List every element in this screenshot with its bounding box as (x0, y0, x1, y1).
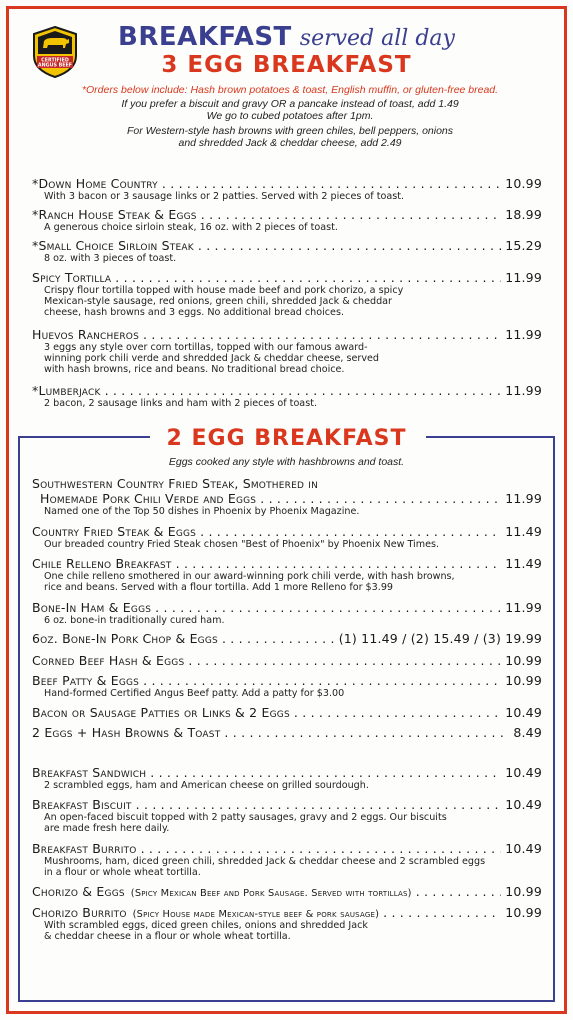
item-description: With scrambled eggs, diced green chiles, onions and shredded Jack (44, 920, 368, 931)
item-price: 10.99 (505, 176, 542, 191)
menu-item (32, 383, 542, 409)
item-price: 10.99 (505, 884, 542, 899)
item-description: in a flour or whole wheat tortilla. (44, 867, 201, 878)
item-price: 10.99 (505, 905, 542, 920)
menu-item (32, 705, 542, 720)
item-price: 18.99 (505, 207, 542, 222)
item-description: 2 scrambled eggs, ham and American cheese on grilled sourdough. (44, 780, 369, 791)
item-description: cheese, hash browns and 3 eggs. No additional bread choices. (44, 307, 344, 318)
item-description: Named one of the Top 50 dishes in Phoenix by Phoenix Magazine. (44, 506, 360, 517)
item-description: 2 bacon, 2 sausage links and ham with 2 pieces of toast. (44, 398, 318, 409)
item-description: are made fresh here daily. (44, 823, 170, 834)
item-name: Chorizo Burrito (32, 905, 127, 920)
item-name: Southwestern Country Fried Steak, Smothered in (32, 476, 319, 491)
item-name: Bacon or Sausage Patties or Links & 2 Eggs (32, 705, 290, 720)
western-note-1: For Western-style hash browns with green chiles, bell peppers, onions (126, 125, 454, 137)
item-name: Chorizo & Eggs (32, 884, 125, 899)
item-description: Hand-formed Certified Angus Beef patty. Add a patty for $3.00 (44, 688, 345, 699)
item-price: 15.29 (505, 238, 542, 253)
item-description: A generous choice sirloin steak, 16 oz. with 2 pieces of toast. (44, 222, 338, 233)
item-description: with hash browns, rice and beans. No traditional bread choice. (44, 364, 345, 375)
item-description: rice and beans. Served with a flour tortilla. Add 1 more Relleno for $3.99 (44, 582, 394, 593)
menu-item (32, 600, 542, 626)
item-name: Country Fried Steak & Eggs (32, 524, 197, 539)
item-name: Breakfast Sandwich (32, 765, 147, 780)
menu-item (32, 270, 542, 318)
menu-item (32, 884, 542, 899)
item-name: Spicy Tortilla (32, 270, 112, 285)
item-price: 10.49 (505, 705, 542, 720)
section-title-2-egg: 2 EGG BREAKFAST (166, 426, 407, 451)
item-description: One chile relleno smothered in our award-winning pork chili verde, with hash browns, (44, 571, 455, 582)
menu-item (32, 207, 542, 233)
menu-item (32, 673, 542, 699)
item-name: *Lumberjack (32, 383, 101, 398)
item-description: 6 oz. bone-in traditionally cured ham. (44, 615, 225, 626)
menu-item (32, 725, 542, 740)
item-price: 11.99 (505, 383, 542, 398)
item-name: Bone-In Ham & Eggs (32, 600, 152, 615)
menu-item (32, 765, 542, 791)
item-description: winning pork chili verde and shredded Jack & cheddar cheese, served (44, 353, 380, 364)
item-description: With 3 bacon or 3 sausage links or 2 patties. Served with 2 pieces of toast. (44, 191, 405, 202)
svg-text:ANGUS BEEF: ANGUS BEEF (37, 63, 73, 69)
menu-item (32, 905, 542, 942)
menu-item (32, 176, 542, 202)
title-served-all-day: served all day (299, 26, 455, 51)
menu-item (32, 238, 542, 264)
item-description: 8 oz. with 3 pieces of toast. (44, 253, 177, 264)
item-name: Huevos Rancheros (32, 327, 140, 342)
item-price: (1) 11.49 / (2) 15.49 / (3) 19.99 (338, 631, 542, 646)
item-description: Mexican-style sausage, red onions, green chili, shredded Jack & cheddar (44, 296, 392, 307)
item-price: 10.49 (505, 765, 542, 780)
item-note: (Spicy House made Mexican-style beef & pork sausage) (132, 909, 380, 920)
item-price: 10.99 (505, 653, 542, 668)
item-price: 11.99 (505, 491, 542, 506)
item-price: 11.99 (505, 327, 542, 342)
potatoes-note: We go to cubed potatoes after 1pm. (206, 110, 374, 122)
item-name: Beef Patty & Eggs (32, 673, 140, 688)
svg-text:CERTIFIED: CERTIFIED (41, 58, 69, 64)
item-name: *Small Choice Sirloin Steak (32, 238, 194, 253)
item-note: (Spicy Mexican Beef and Pork Sausage. Served with tortillas) (130, 888, 412, 899)
menu-item (32, 327, 542, 375)
item-name: Breakfast Biscuit (32, 797, 132, 812)
item-description: Our breaded country Fried Steak chosen "Best of Phoenix" by Phoenix New Times. (44, 539, 440, 550)
item-name: 6oz. Bone-In Pork Chop & Eggs (32, 631, 218, 646)
item-name: Chile Relleno Breakfast (32, 556, 172, 571)
item-name: *Ranch House Steak & Eggs (32, 207, 197, 222)
item-description: & cheddar cheese in a flour or whole wheat tortilla. (44, 931, 291, 942)
menu-item (32, 631, 542, 646)
item-price: 10.99 (505, 673, 542, 688)
page-title (0, 22, 573, 52)
menu-item (32, 797, 542, 834)
item-price: 10.49 (505, 841, 542, 856)
item-description: Crispy flour tortilla topped with house made beef and pork chorizo, a spicy (44, 285, 404, 296)
menu-item (32, 841, 542, 878)
item-price: 11.49 (505, 556, 542, 571)
section-subtitle-2-egg: Eggs cooked any style with hashbrowns and toast. (168, 456, 405, 468)
item-name-continued: Homemade Pork Chili Verde and Eggs (40, 491, 257, 506)
menu-item (32, 653, 542, 668)
item-description: An open-faced biscuit topped with 2 patty sausages, gravy and 2 eggs. Our biscuits (44, 812, 447, 823)
item-name: 2 Eggs + Hash Browns & Toast (32, 725, 221, 740)
section-title-3-egg: 3 EGG BREAKFAST (161, 52, 412, 78)
western-note-2: and shredded Jack & cheddar cheese, add 2.49 (178, 137, 402, 149)
menu-item (32, 524, 542, 550)
menu-item (32, 556, 542, 593)
menu-item (32, 476, 542, 517)
item-price: 11.49 (505, 524, 542, 539)
item-name: *Down Home Country (32, 176, 158, 191)
item-price: 11.99 (505, 270, 542, 285)
biscuit-note: If you prefer a biscuit and gravy OR a pancake instead of toast, add 1.49 (121, 98, 459, 110)
item-description: Mushrooms, ham, diced green chili, shredded Jack & cheddar cheese and 2 scrambled eggs (44, 856, 486, 867)
item-price: 8.49 (513, 725, 542, 740)
item-description: 3 eggs any style over corn tortillas, topped with our famous award- (44, 342, 368, 353)
title-breakfast: BREAKFAST (118, 22, 292, 52)
item-name: Corned Beef Hash & Eggs (32, 653, 185, 668)
item-price: 11.99 (505, 600, 542, 615)
item-price: 10.49 (505, 797, 542, 812)
item-name: Breakfast Burrito (32, 841, 137, 856)
orders-note: *Orders below include: Hash brown potatoes & toast, English muffin, or gluten-free bread. (81, 84, 499, 96)
